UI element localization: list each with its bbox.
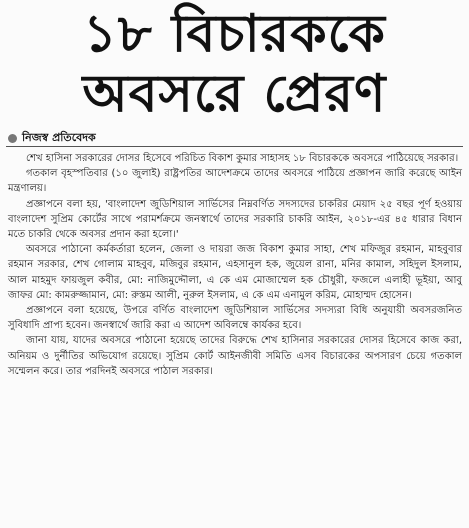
paragraph-6: জানা যায়, যাদের অবসরে পাঠানো হয়েছে তাদের বিরুদ্ধে শেখ হাসিনার সরকারের দোসর হিসেবে কাজ করা, অনিয়ম ও দুর্নীতির অভিযোগ রয়েছে। সুপ্রিম কোর্ট আইনজীবী সমিতি এসব বিচারকের অপসারণ চেয়ে গতকাল সম্মেলন করে। তার পরদিনই অবসরে পাঠাল সরকার। <box>8 335 462 377</box>
paragraph-4: অবসরে পাঠানো কর্মকর্তারা হলেন, জেলা ও দায়রা জজ বিকাশ কুমার সাহা, শেখ মফিজুর রহমান, মাহবুবার রহমান সরকার, শেখ গোলাম মাহবুব, মজিবুর রহমান, এহসানুল হক, জুয়েল রানা, মনির কামাল, সহিদুল ইসলাম, আল মাহমুদ ফায়জুল কবীর, মো: নাজিমুদ্দৌলা, এ কে এম মোজাম্মেল হক চৌধুরী, ফজলে এলাহী ভূইয়া, আবু জাফর মো: কামরুজ্জামান, মো: রুস্তম আলী, নুরুল ইসলাম, এ কে এম এনামুল করিম, মোহাম্মদ হোসেন। <box>8 244 462 301</box>
paragraph-2: গতকাল বৃহস্পতিবার (১০ জুলাই) রাষ্ট্রপতির আদেশক্রমে তাদের অবসরে পাঠিয়ে প্রজ্ঞাপন জারি করেছে আইন মন্ত্রণালয়। <box>8 168 462 195</box>
bullet-icon <box>8 134 17 143</box>
headline-line-1: ১৮ বিচারককে <box>83 4 386 64</box>
paragraph-3: প্রজ্ঞাপনে বলা হয়, 'বাংলাদেশ জুডিশিয়াল সার্ভিসের নিম্নবর্ণিত সদস্যদের চাকরির মেয়াদ ২৫ বছর পূর্ণ হওয়ায় বাংলাদেশ সুপ্রিম কোর্টের সাথে পরামর্শক্রমে জনস্বার্থে তাদের সরকারি চাকরি আইন, ২০১৮-এর ৪৫ ধারার বিধান মতে চাকরি থেকে অবসর প্রদান করা হলো।' <box>8 198 462 241</box>
byline-text: নিজস্ব প্রতিবেদক <box>22 130 96 144</box>
byline <box>8 130 96 146</box>
page-edge <box>0 522 469 528</box>
headline-line-2: অবসরে প্রেরণ <box>82 64 387 124</box>
paragraph-5: প্রজ্ঞাপনে বলা হয়েছে, উপরে বর্ণিত বাংলাদেশ জুডিশিয়াল সার্ভিসের সদস্যরা বিধি অনুযায়ী অবসরজনিত সুবিধাদি প্রাপ্য হবেন। জনস্বার্থে জারি করা এ আদেশ অবিলম্বে কার্যকর হবে। <box>8 305 462 332</box>
article-body <box>8 151 462 379</box>
paragraph-1: শেখ হাসিনা সরকারের দোসর হিসেবে পরিচিত বিকাশ কুমার সাহাসহ ১৮ বিচারককে অবসরে পাঠিয়েছে সরকার। <box>26 153 459 164</box>
divider <box>6 146 463 147</box>
